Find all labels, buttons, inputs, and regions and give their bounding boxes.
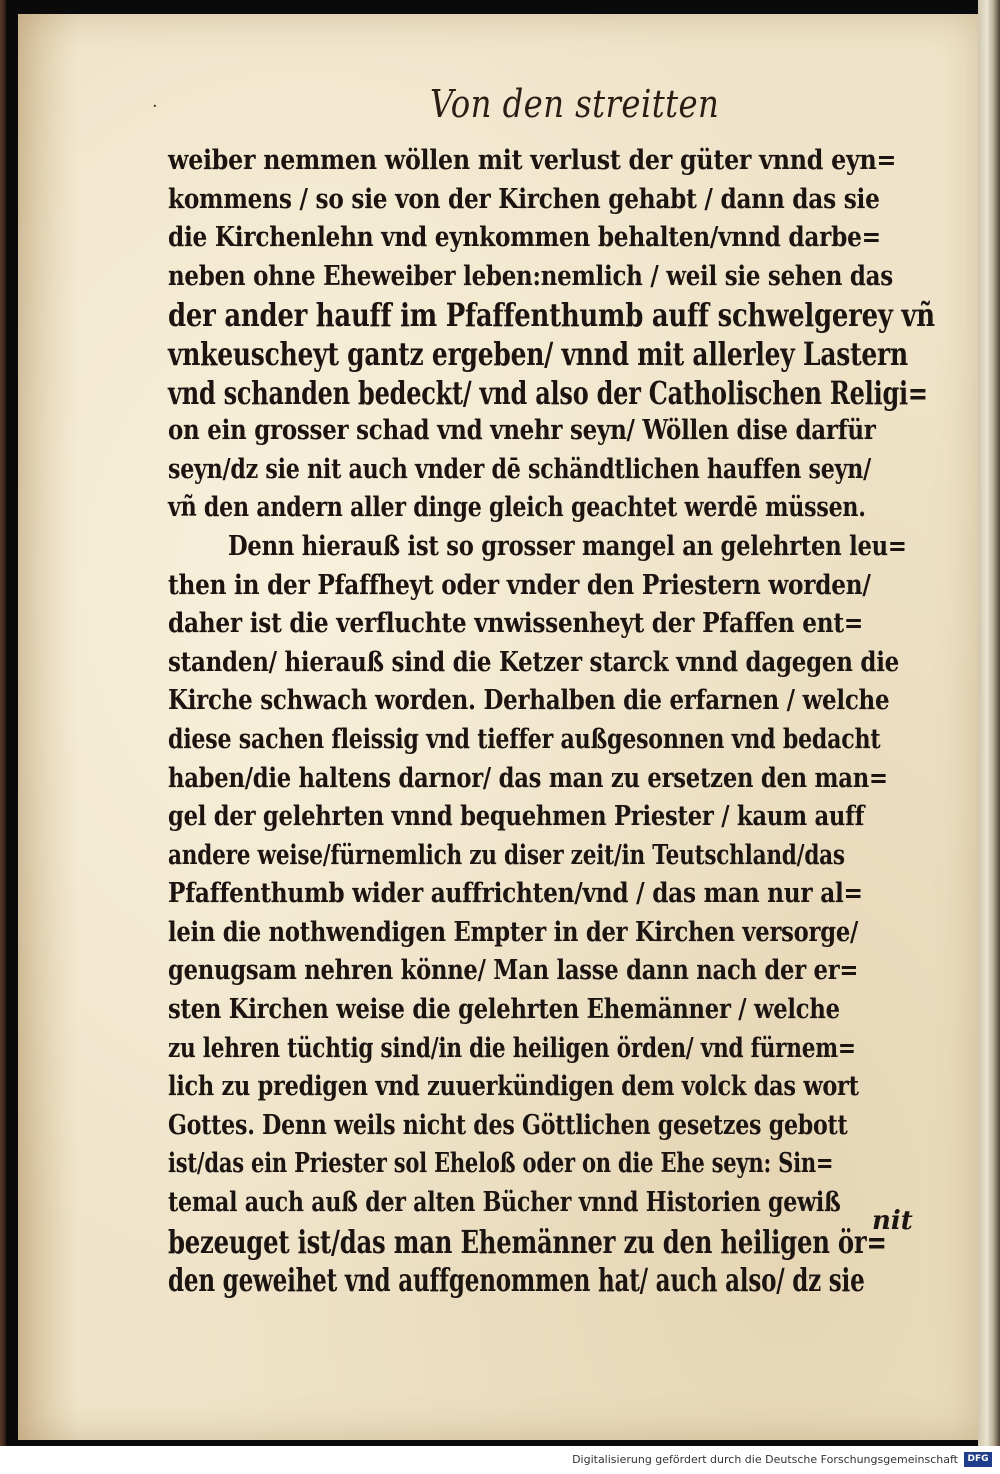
text-line: gel der gelehrten vnnd bequehmen Priester / kaum auff — [168, 801, 865, 833]
running-head: Von den streitten — [430, 82, 720, 126]
text-line: sten Kirchen weise die gelehrten Ehemänner / welche — [168, 994, 840, 1026]
text-line: lein die nothwendigen Empter in der Kirchen versorge/ — [168, 916, 859, 948]
book-spine-edge — [978, 0, 1000, 1446]
text-line: neben ohne Eheweiber leben:nemlich / weil sie sehen das — [168, 260, 893, 292]
catchword: nit — [872, 1206, 913, 1236]
text-line: seyn/dz sie nit auch vnder dē schändtlichen hauffen seyn/ — [168, 453, 871, 485]
page-mark: · — [152, 96, 158, 117]
text-line: temal auch auß der alten Bücher vnnd Historien gewiß — [168, 1187, 841, 1219]
book-edge-left — [0, 0, 6, 1446]
text-line: den geweihet vnd auffgenommen hat/ auch also/ dz sie — [168, 1261, 865, 1300]
body-text — [168, 142, 935, 1300]
text-line: vnkeuscheyt gantz ergeben/ vnnd mit allerley Lastern — [168, 334, 908, 373]
text-line: Gottes. Denn weils nicht des Göttlichen gesetzes gebott — [168, 1109, 848, 1141]
text-line: haben/die haltens darnor/ das man zu ersetzen den man= — [168, 762, 888, 794]
text-line: daher ist die verfluchte vnwissenheyt der Pfaffen ent= — [168, 608, 864, 640]
text-line: Denn hierauß ist so grosser mangel an gelehrten leu= — [228, 530, 907, 562]
text-line: genugsam nehren könne/ Man lasse dann nach der er= — [168, 955, 859, 987]
text-line: vñ den andern aller dinge gleich geachtet werdē müssen. — [168, 492, 866, 524]
dfg-logo-icon: DFG — [964, 1452, 992, 1467]
text-line: on ein grosser schad vnd vnehr seyn/ Wöllen dise darfür — [168, 415, 876, 447]
text-line: Pfaffenthumb wider auffrichten/vnd / das man nur al= — [168, 878, 863, 910]
text-line: der ander hauff im Pfaffenthumb auff schwelgerey vñ — [168, 296, 935, 335]
text-line: Kirche schwach worden. Derhalben die erfarnen / welche — [168, 685, 890, 717]
text-line: diese sachen fleissig vnd tieffer außgesonnen vnd bedacht — [168, 723, 881, 755]
text-line: andere weise/fürnemlich zu diser zeit/in Teutschland/das — [168, 839, 845, 871]
text-line: standen/ hierauß sind die Ketzer starck vnnd dagegen die — [168, 646, 900, 678]
text-line: lich zu predigen vnd zuuerkündigen dem volck das wort — [168, 1071, 859, 1103]
text-line: vnd schanden bedeckt/ vnd also der Catholischen Religi= — [168, 373, 928, 412]
text-line: then in der Pfaffheyt oder vnder den Priestern worden/ — [168, 569, 871, 601]
digitization-credit: Digitalisierung gefördert durch die Deutsche Forschungsgemeinschaft — [572, 1453, 958, 1466]
text-line: weiber nemmen wöllen mit verlust der güter vnnd eyn= — [168, 145, 897, 176]
footer-bar — [0, 1446, 1000, 1474]
text-line: zu lehren tüchtig sind/in die heiligen örden/ vnd fürnem= — [168, 1032, 856, 1064]
text-line: die Kirchenlehn vnd eynkommen behalten/vnnd darbe= — [168, 222, 881, 254]
text-line: kommens / so sie von der Kirchen gehabt / dann das sie — [168, 183, 880, 215]
text-line: ist/das ein Priester sol Eheloß oder on die Ehe seyn: Sin= — [168, 1148, 834, 1180]
text-line: bezeuget ist/das man Ehemänner zu den heiligen ör= — [168, 1222, 887, 1261]
